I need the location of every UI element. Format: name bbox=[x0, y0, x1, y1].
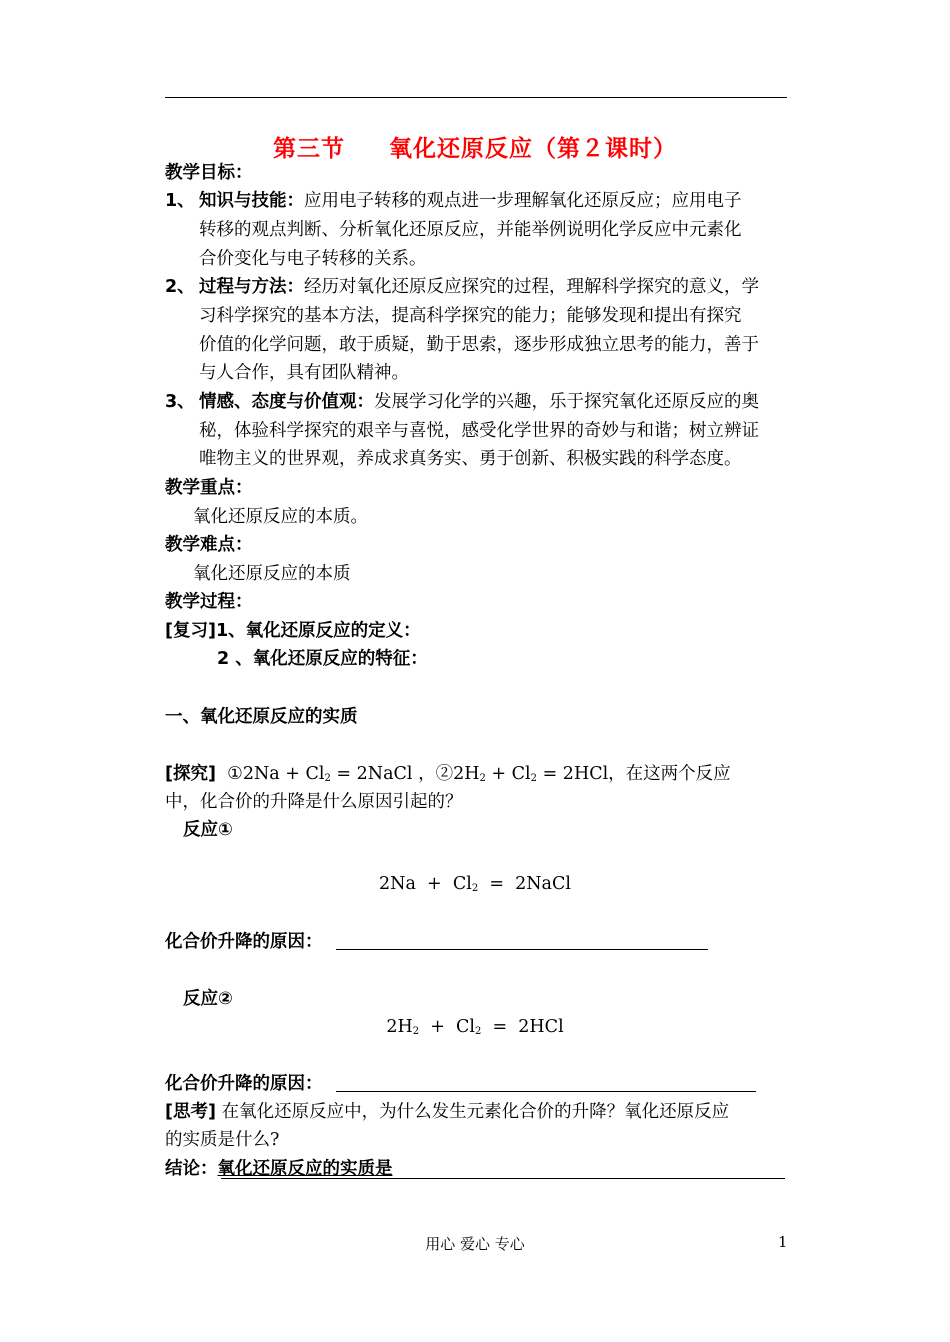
reaction-1-label: 反应① bbox=[183, 820, 233, 840]
review-item-2: 2 、氧化还原反应的特征： bbox=[217, 649, 428, 669]
goal-2-line-3: 价值的化学问题，敢于质疑，勤于思索，逐步形成独立思考的能力，善于 bbox=[199, 335, 759, 355]
think-line-1 bbox=[165, 1098, 729, 1126]
reaction-2-label: 反应② bbox=[183, 989, 233, 1009]
reaction-1-eq-b: = 2NaCl bbox=[478, 874, 571, 894]
explore-line-2: 中，化合价的升降是什么原因引起的？ bbox=[165, 792, 463, 812]
goal-3-line-1: 发展学习化学的兴趣，乐于探究氧化还原反应的奥 bbox=[374, 392, 759, 412]
conclusion-blank[interactable] bbox=[221, 1178, 785, 1179]
difficulty-text: 氧化还原反应的本质 bbox=[193, 564, 351, 584]
footer-text: 用心 爱心 专心 bbox=[425, 1235, 525, 1253]
reaction-2-equation bbox=[0, 1013, 950, 1046]
goal-3 bbox=[165, 388, 759, 416]
review-item-1: [复习]1、氧化还原反应的定义： bbox=[165, 621, 421, 641]
explore-sub-a: 2 bbox=[324, 773, 331, 784]
goal-2-line-4: 与人合作，具有团队精神。 bbox=[199, 363, 409, 383]
reaction-2-sub-2: 2 bbox=[475, 1026, 482, 1037]
goal-2-label: 过程与方法： bbox=[199, 277, 304, 297]
goal-1-label: 知识与技能： bbox=[199, 191, 304, 211]
explore-text-d: = 2HCl，在这两个反应 bbox=[537, 764, 731, 784]
explore-sub-c: 2 bbox=[530, 773, 538, 784]
reaction-1-sub: 2 bbox=[471, 883, 479, 894]
reaction-1-cause-blank[interactable] bbox=[336, 949, 708, 950]
key-point-text: 氧化还原反应的本质。 bbox=[193, 507, 368, 527]
goal-1-num: 1、 bbox=[165, 191, 195, 211]
goal-2-num: 2、 bbox=[165, 277, 195, 297]
key-point-heading: 教学重点： bbox=[165, 478, 253, 498]
reaction-2-sub-1: 2 bbox=[412, 1026, 420, 1037]
goal-1 bbox=[165, 187, 742, 215]
section-one-heading: 一、氧化还原反应的实质 bbox=[165, 707, 358, 727]
goal-1-line-3: 合价变化与电子转移的关系。 bbox=[199, 249, 427, 269]
explore-text-a: ①2Na + Cl bbox=[227, 764, 325, 784]
conclusion-text: 氧化还原反应的实质是 bbox=[217, 1159, 393, 1179]
goal-1-line-1: 应用电子转移的观点进一步理解氧化还原反应；应用电子 bbox=[304, 191, 742, 211]
think-text-1: 在氧化还原反应中，为什么发生元素化合价的升降？氧化还原反应 bbox=[221, 1102, 730, 1122]
reaction-1-eq-a: 2Na + Cl bbox=[379, 874, 472, 894]
goal-3-label: 情感、态度与价值观： bbox=[199, 392, 374, 412]
goal-3-line-2: 秘，体验科学探究的艰辛与喜悦，感受化学世界的奇妙与和谐；树立辨证 bbox=[199, 421, 759, 441]
title-section: 第三节 bbox=[273, 136, 345, 162]
difficulty-heading: 教学难点： bbox=[165, 535, 253, 555]
reaction-2-cause-blank[interactable] bbox=[336, 1091, 756, 1092]
explore-sub-b: 2 bbox=[479, 773, 486, 784]
goal-1-line-2: 转移的观点判断、分析氧化还原反应，并能举例说明化学反应中元素化 bbox=[199, 220, 742, 240]
conclusion-label: 结论： bbox=[165, 1159, 218, 1179]
header-rule bbox=[165, 97, 787, 98]
reaction-1-cause-label: 化合价升降的原因： bbox=[165, 932, 323, 952]
reaction-2-eq-b: + Cl bbox=[419, 1017, 475, 1037]
think-tag: [思考] bbox=[165, 1102, 216, 1122]
think-line-2: 的实质是什么? bbox=[165, 1130, 280, 1150]
explore-text-b: = 2NaCl ，②2H bbox=[330, 764, 480, 784]
reaction-2-cause-label: 化合价升降的原因： bbox=[165, 1074, 323, 1094]
explore-text-c: + Cl bbox=[485, 764, 531, 784]
reaction-2-eq-a: 2H bbox=[386, 1017, 413, 1037]
process-heading: 教学过程： bbox=[165, 592, 253, 612]
page-title bbox=[0, 130, 950, 163]
explore-tag: [探究] bbox=[165, 764, 216, 784]
title-topic: 氧化还原反应（第２课时） bbox=[389, 136, 677, 162]
goals-heading: 教学目标： bbox=[165, 163, 253, 183]
reaction-2-eq-c: = 2HCl bbox=[481, 1017, 564, 1037]
goal-3-line-3: 唯物主义的世界观，养成求真务实、勇于创新、积极实践的科学态度。 bbox=[199, 449, 742, 469]
goal-3-num: 3、 bbox=[165, 392, 195, 412]
page-number: 1 bbox=[778, 1233, 788, 1251]
goal-2-line-2: 习科学探究的基本方法，提高科学探究的能力；能够发现和提出有探究 bbox=[199, 306, 742, 326]
reaction-1-equation bbox=[0, 870, 950, 903]
goal-2 bbox=[165, 273, 759, 301]
goal-2-line-1: 经历对氧化还原反应探究的过程，理解科学探究的意义，学 bbox=[304, 277, 759, 297]
